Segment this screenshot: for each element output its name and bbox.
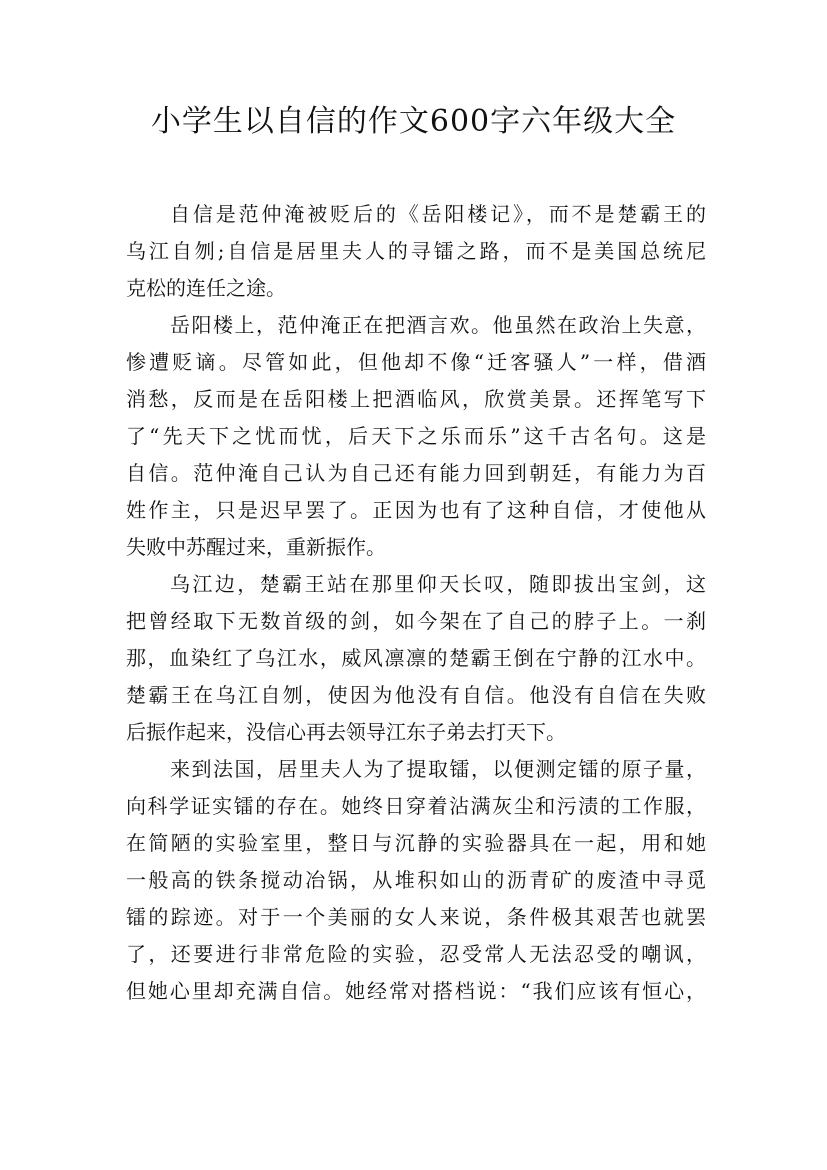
text-line: 惨遭贬谪。尽管如此，但他却不像“迁客骚人”一样，借酒 (126, 350, 706, 374)
text-line: 向科学证实镭的存在。她终日穿着沾满灰尘和污渍的工作服， (126, 794, 706, 818)
text-line: 但她心里却充满自信。她经常对搭档说：“我们应该有恒心， (126, 979, 706, 1003)
text-line: 楚霸王在乌江自刎，使因为他没有自信。他没有自信在失败 (126, 683, 706, 707)
text-line: 乌江边，楚霸王站在那里仰天长叹，随即拔出宝剑，这 (170, 572, 706, 596)
text-line: 了，还要进行非常危险的实验，忍受常人无法忍受的嘲讽， (126, 942, 706, 966)
document-body (126, 196, 706, 1010)
paragraph (126, 307, 706, 566)
text-line: 了“先天下之忧而忧，后天下之乐而乐”这千古名句。这是 (126, 424, 706, 448)
text-line: 那，血染红了乌江水，威风凛凛的楚霸王倒在宁静的江水中。 (126, 646, 706, 670)
text-line: 姓作主，只是迟早罢了。正因为也有了这种自信，才使他从 (126, 498, 706, 522)
text-line: 克松的连任之途。 (126, 276, 286, 300)
text-line: 后振作起来，没信心再去领导江东子弟去打天下。 (126, 720, 566, 744)
text-line: 自信。范仲淹自己认为自己还有能力回到朝廷，有能力为百 (126, 461, 706, 485)
paragraph (126, 751, 706, 1010)
text-line: 把曾经取下无数首级的剑，如今架在了自己的脖子上。一刹 (126, 609, 706, 633)
text-line: 失败中苏醒过来，重新振作。 (126, 535, 386, 559)
text-line: 岳阳楼上，范仲淹正在把酒言欢。他虽然在政治上失意， (170, 313, 706, 337)
text-line: 自信是范仲淹被贬后的《岳阳楼记》，而不是楚霸王的 (170, 202, 706, 226)
text-line: 乌江自刎;自信是居里夫人的寻镭之路，而不是美国总统尼 (126, 239, 706, 263)
paragraph (126, 566, 706, 751)
text-line: 在简陋的实验室里，整日与沉静的实验器具在一起，用和她 (126, 831, 706, 855)
text-line: 消愁，反而是在岳阳楼上把酒临风，欣赏美景。还挥笔写下 (126, 387, 706, 411)
text-line: 镭的踪迹。对于一个美丽的女人来说，条件极其艰苦也就罢 (126, 905, 706, 929)
paragraph (126, 196, 706, 307)
document-title: 小学生以自信的作文600字六年级大全 (150, 104, 677, 139)
text-line: 来到法国，居里夫人为了提取镭，以便测定镭的原子量， (170, 757, 706, 781)
text-line: 一般高的铁条搅动冶锅，从堆积如山的沥青矿的废渣中寻觅 (126, 868, 706, 892)
